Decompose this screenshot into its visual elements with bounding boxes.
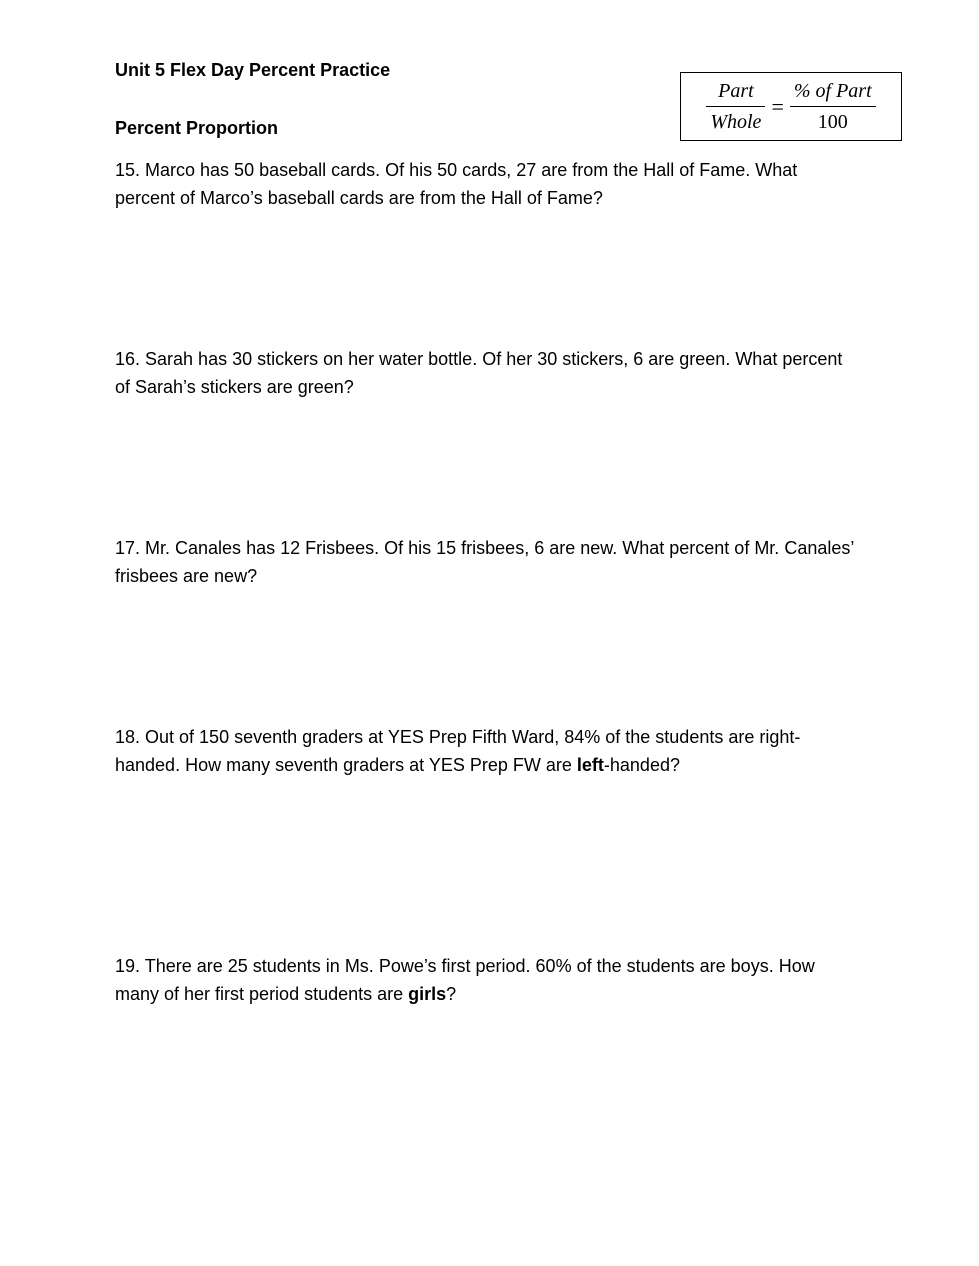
question-19-text-end: ? — [446, 984, 457, 1004]
fraction-bar — [790, 106, 876, 108]
fraction-numerator-percent-of-part: % of Part — [793, 79, 872, 102]
question-18-emphasis: left — [576, 755, 604, 775]
question-19 — [115, 952, 860, 1008]
question-15: 15. Marco has 50 baseball cards. Of his 50 cards, 27 are from the Hall of Fame. What percent of Marco’s baseball cards are from the Hall of Fame? — [115, 160, 798, 208]
section-title: Percent Proportion — [115, 118, 279, 138]
question-18 — [115, 723, 860, 779]
percent-fraction — [790, 78, 876, 136]
question-16: 16. Sarah has 30 stickers on her water bottle. Of her 30 stickers, 6 are green. What percent of Sarah’s stickers are green? — [115, 349, 843, 397]
percent-proportion-formula — [680, 72, 902, 141]
question-17: 17. Mr. Canales has 12 Frisbees. Of his 15 frisbees, 6 are new. What percent of Mr. Canales’ frisbees are new? — [115, 538, 854, 586]
fraction-denominator-whole: Whole — [710, 111, 762, 134]
question-19-text: 19. There are 25 students in Ms. Powe’s first period. 60% of the students are boys. How many of her first period students are — [115, 956, 815, 1004]
fraction-bar — [706, 106, 765, 108]
equals-sign: = — [771, 93, 784, 119]
question-18-text: 18. Out of 150 seventh graders at YES Prep Fifth Ward, 84% of the students are right-handed. How many seventh graders at YES Prep FW are — [115, 727, 801, 775]
fraction-numerator-part: Part — [718, 79, 754, 102]
question-19-emphasis: girls — [408, 984, 447, 1004]
worksheet-title: Unit 5 Flex Day Percent Practice — [115, 60, 391, 80]
fraction-denominator-100: 100 — [817, 111, 848, 134]
question-18-text-end: -handed? — [603, 755, 680, 775]
part-whole-fraction — [706, 78, 765, 136]
